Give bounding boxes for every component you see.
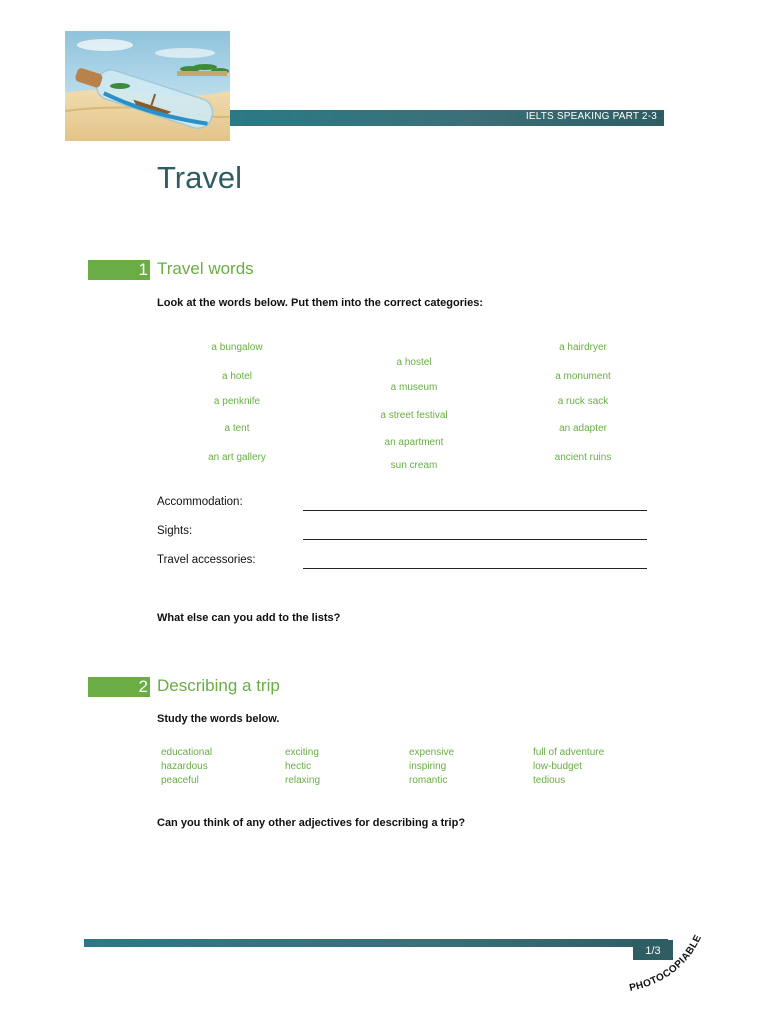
word-item: a museum bbox=[390, 382, 438, 393]
section-1-instruction: Look at the words below. Put them into the correct categories: bbox=[157, 297, 483, 309]
word-item: an art gallery bbox=[208, 452, 266, 463]
word-item: a monument bbox=[555, 371, 611, 382]
svg-text:PHOTOCOPIABLE bbox=[628, 933, 704, 994]
word-item: a tent bbox=[224, 423, 250, 434]
adjective-item: educational bbox=[161, 747, 213, 758]
word-item: a hostel bbox=[396, 357, 432, 368]
word-item: a bungalow bbox=[211, 342, 263, 353]
message-in-bottle-illustration-icon bbox=[65, 31, 230, 141]
word-item: an apartment bbox=[384, 437, 444, 448]
adjective-item: romantic bbox=[409, 775, 448, 786]
section-2-number: 2 bbox=[88, 677, 150, 697]
section-2-title: Describing a trip bbox=[157, 676, 280, 695]
adjective-item: inspiring bbox=[409, 761, 447, 772]
stamp-text: PHOTOCOPIABLE bbox=[628, 933, 705, 994]
adjective-item: peaceful bbox=[161, 775, 199, 786]
adjective-item: exciting bbox=[285, 747, 319, 758]
adjective-item: hectic bbox=[285, 761, 312, 772]
answer-line-travel-accessories[interactable] bbox=[303, 568, 647, 569]
word-item: a street festival bbox=[380, 410, 448, 421]
header-illustration bbox=[65, 31, 230, 141]
series-label: IELTS SPEAKING PART 2-3 bbox=[525, 111, 657, 122]
adjective-item: tedious bbox=[533, 775, 566, 786]
footer-bar bbox=[84, 939, 668, 947]
word-item: a hairdryer bbox=[559, 342, 607, 353]
word-item: an adapter bbox=[559, 423, 607, 434]
adjective-item: low-budget bbox=[533, 761, 582, 772]
section-1-title: Travel words bbox=[157, 259, 254, 278]
adjective-item: relaxing bbox=[285, 775, 321, 786]
section-2-instruction: Study the words below. bbox=[157, 713, 280, 725]
adjective-item: expensive bbox=[409, 747, 455, 758]
category-label-sights: Sights: bbox=[157, 525, 193, 537]
adjective-item: full of adventure bbox=[533, 747, 605, 758]
word-item: a ruck sack bbox=[557, 396, 609, 407]
page-number: 1/3 bbox=[633, 940, 673, 960]
section-1-question: What else can you add to the lists? bbox=[157, 612, 341, 624]
adjective-item: hazardous bbox=[161, 761, 208, 772]
photocopiable-stamp-icon bbox=[622, 925, 712, 995]
word-item: sun cream bbox=[390, 460, 438, 471]
category-label-travel-accessories: Travel accessories: bbox=[157, 554, 256, 566]
page-title: Travel bbox=[157, 160, 242, 195]
word-item: a hotel bbox=[221, 371, 253, 382]
category-label-accommodation: Accommodation: bbox=[157, 496, 243, 508]
answer-line-accommodation[interactable] bbox=[303, 510, 647, 511]
word-item: ancient ruins bbox=[554, 452, 612, 463]
section-1-number: 1 bbox=[88, 260, 150, 280]
section-2-question: Can you think of any other adjectives for describing a trip? bbox=[157, 817, 466, 829]
answer-line-sights[interactable] bbox=[303, 539, 647, 540]
photocopiable-stamp bbox=[622, 925, 712, 995]
word-item: a penknife bbox=[213, 396, 261, 407]
header-bar bbox=[230, 110, 664, 126]
